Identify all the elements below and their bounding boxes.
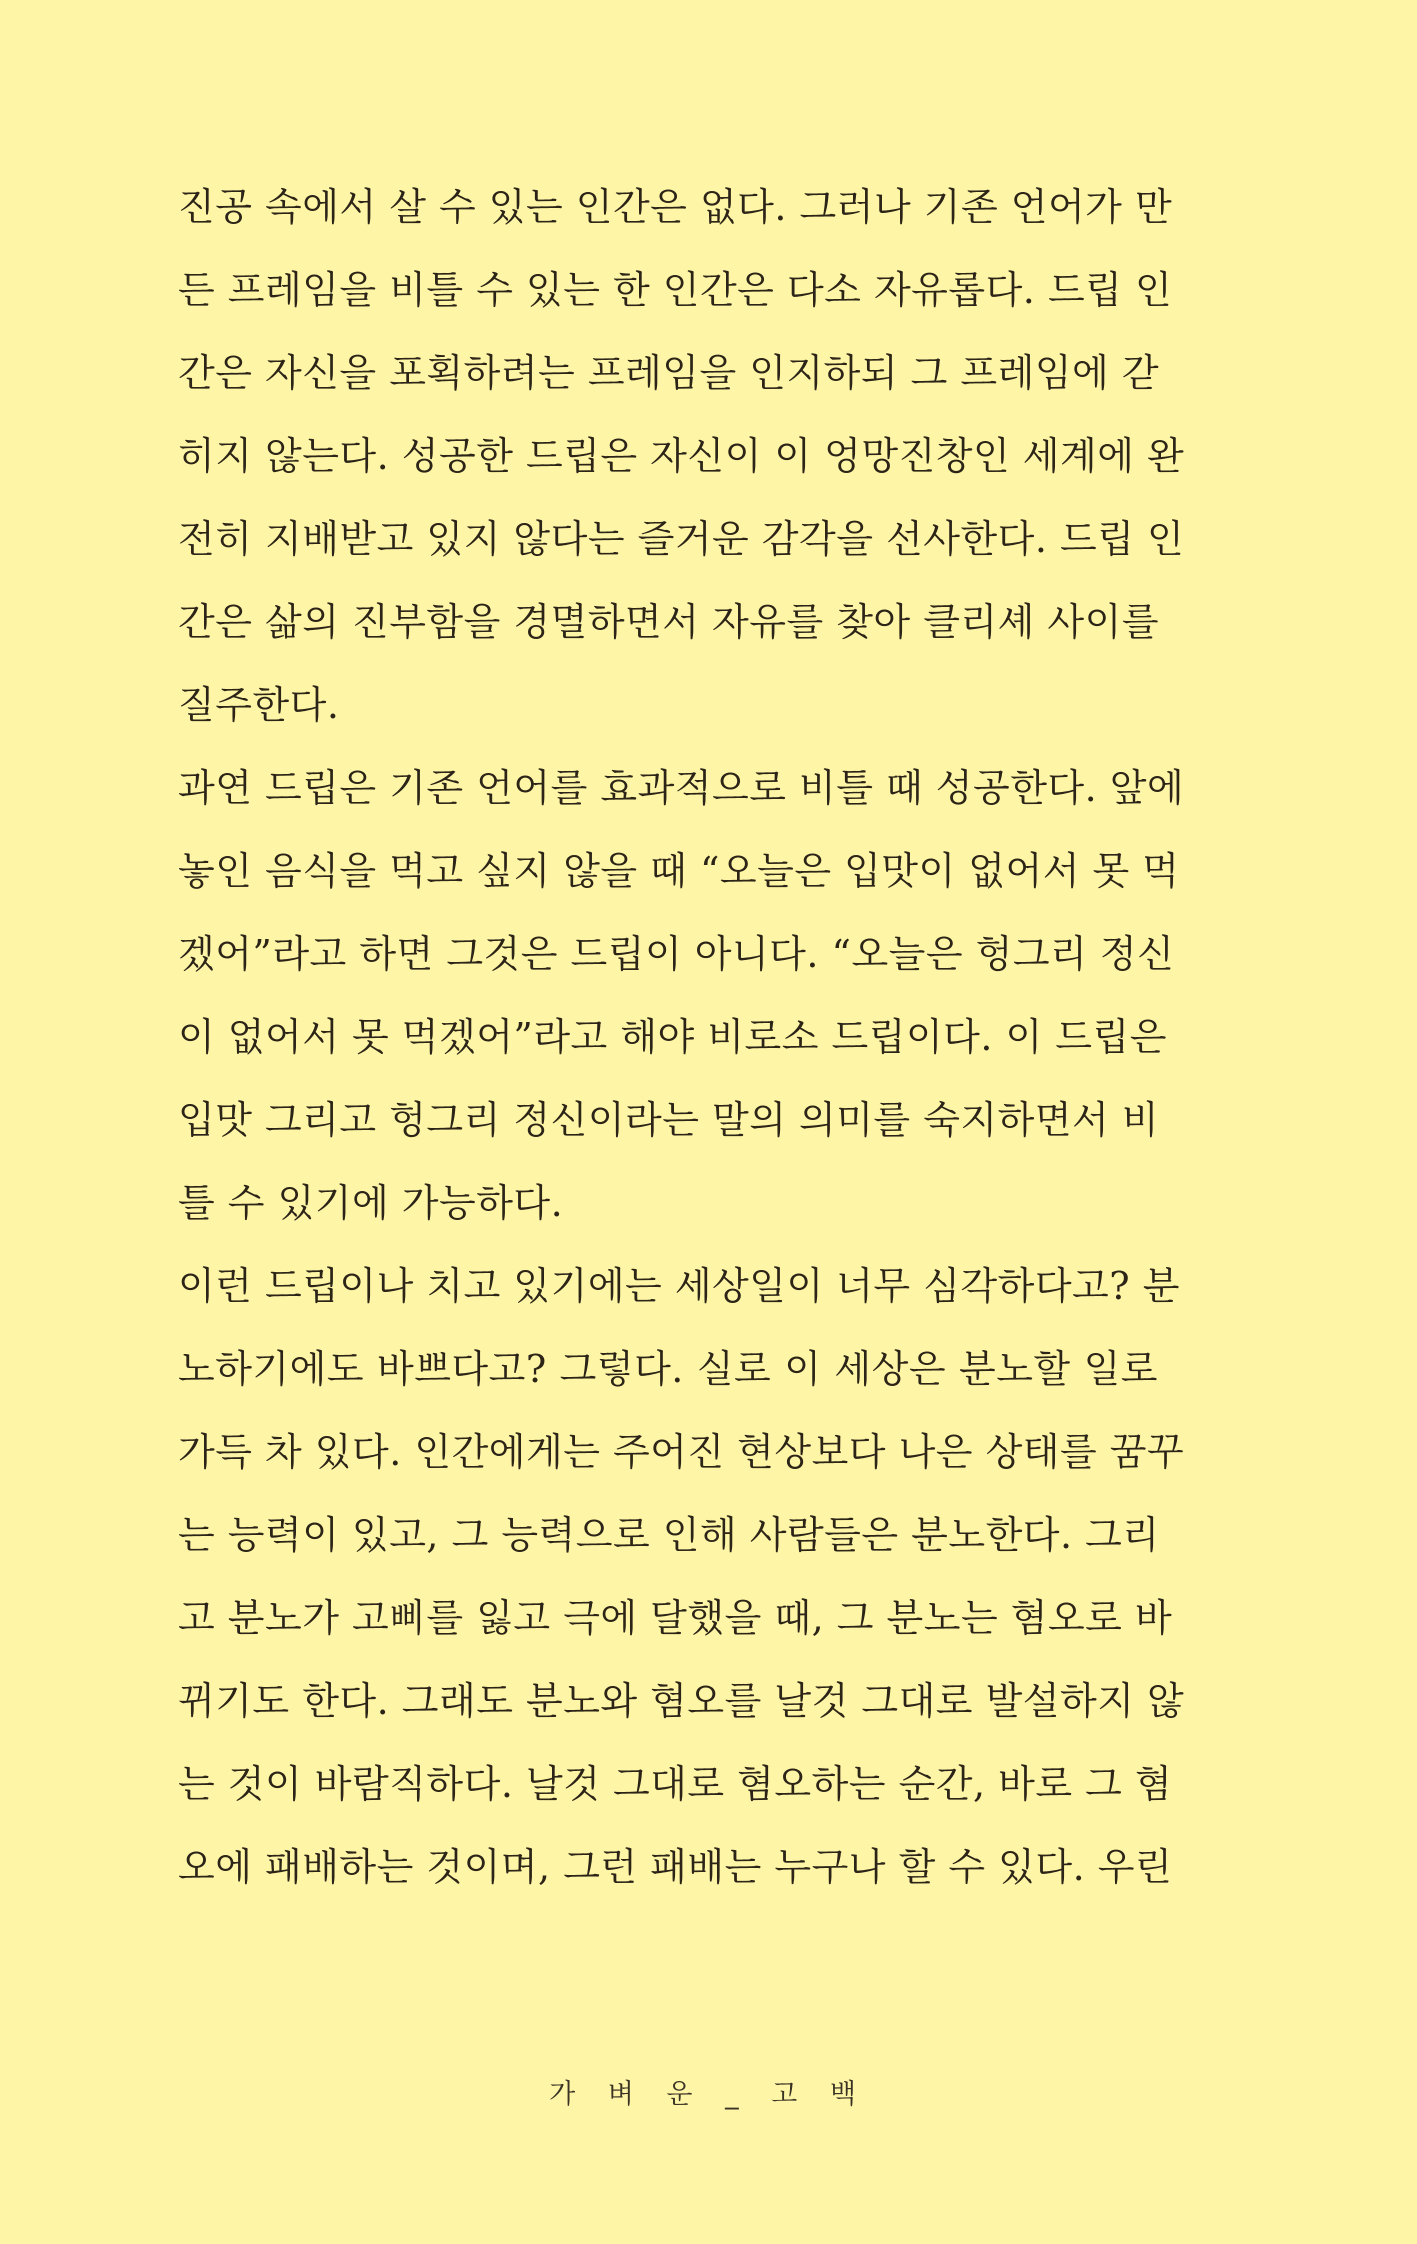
- body-text: [178, 166, 1185, 1909]
- text-line: 진공 속에서 살 수 있는 인간은 없다. 그러나 기존 언어가 만: [178, 185, 1173, 229]
- text-line: 입맛 그리고 헝그리 정신이라는 말의 의미를 숙지하면서 비: [178, 1098, 1160, 1142]
- text-line: 질주한다.: [178, 683, 340, 727]
- text-line: 노하기에도 바쁘다고? 그렇다. 실로 이 세상은 분노할 일로: [178, 1347, 1158, 1391]
- text-line: 는 능력이 있고, 그 능력으로 인해 사람들은 분노한다. 그리: [178, 1513, 1160, 1557]
- text-line: 는 것이 바람직하다. 날것 그대로 혐오하는 순간, 바로 그 혐: [178, 1762, 1173, 1806]
- text-line: 오에 패배하는 것이며, 그런 패배는 누구나 할 수 있다. 우린: [178, 1845, 1173, 1889]
- text-line: 히지 않는다. 성공한 드립은 자신이 이 엉망진창인 세계에 완: [178, 434, 1185, 478]
- text-line: 이런 드립이나 치고 있기에는 세상일이 너무 심각하다고? 분: [178, 1264, 1180, 1308]
- text-line: 든 프레임을 비틀 수 있는 한 인간은 다소 자유롭다. 드립 인: [178, 268, 1173, 312]
- text-line: 간은 자신을 포획하려는 프레임을 인지하되 그 프레임에 갇: [178, 351, 1160, 395]
- text-line: 뀌기도 한다. 그래도 분노와 혐오를 날것 그대로 발설하지 않: [178, 1679, 1185, 1723]
- text-line: 간은 삶의 진부함을 경멸하면서 자유를 찾아 클리셰 사이를: [178, 600, 1160, 644]
- text-line: 틀 수 있기에 가능하다.: [178, 1181, 564, 1225]
- text-line: 가득 차 있다. 인간에게는 주어진 현상보다 나은 상태를 꿈꾸: [178, 1430, 1185, 1474]
- text-line: 이 없어서 못 먹겠어”라고 해야 비로소 드립이다. 이 드립은: [178, 1015, 1167, 1059]
- text-line: 놓인 음식을 먹고 싶지 않을 때 “오늘은 입맛이 없어서 못 먹: [178, 849, 1180, 893]
- page-footer-book-title: 가 벼 운 _ 고 백: [549, 2079, 868, 2110]
- text-line: 겠어”라고 하면 그것은 드립이 아니다. “오늘은 헝그리 정신: [178, 932, 1175, 976]
- text-line: 과연 드립은 기존 언어를 효과적으로 비틀 때 성공한다. 앞에: [178, 766, 1185, 810]
- text-line: 고 분노가 고삐를 잃고 극에 달했을 때, 그 분노는 혐오로 바: [178, 1596, 1173, 1640]
- text-line: 전히 지배받고 있지 않다는 즐거운 감각을 선사한다. 드립 인: [178, 517, 1185, 561]
